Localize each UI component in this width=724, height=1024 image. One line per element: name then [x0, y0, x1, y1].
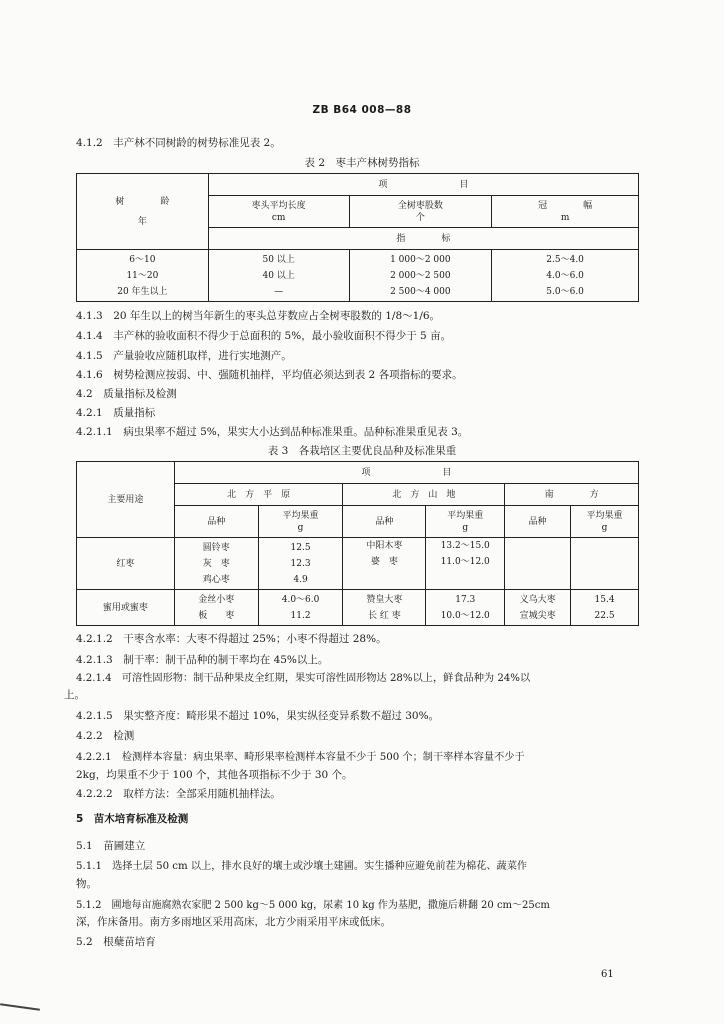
t2-len-cell: 50 以上 40 以上 — — [208, 250, 349, 302]
t3-cell: 13.2～15.0 11.0～12.0 — [426, 538, 505, 590]
t3-variety-header: 品种 — [174, 506, 258, 538]
table-3 — [76, 461, 639, 626]
t2-index-header: 指 标 — [208, 228, 638, 250]
t3-cell: 赞皇大枣 长 红 枣 — [343, 590, 426, 626]
t3-cell — [571, 538, 639, 590]
t3-use-red: 红枣 — [77, 538, 175, 590]
t3-avg-header: 平均果重 g — [258, 506, 343, 538]
para-5-1-1-cont: 物。 — [76, 878, 97, 890]
t3-variety-header: 品种 — [343, 506, 426, 538]
para-4-2-2-1: 4.2.2.1 检测样本容量：病虫果率、畸形果率检测样本容量不少于 500 个；制干率样本容量不少于 — [76, 752, 525, 763]
para-5-1-2-cont: 深，作床备用。南方多雨地区采用高床，北方少雨采用平床或低床。 — [76, 916, 391, 928]
scan-mark — [0, 1003, 40, 1011]
para-4-2-1-4: 4.2.1.4 可溶性固形物：制干品种果皮全红期，果实可溶性固形物达 28%以上，鲜食品种为 24%以 — [76, 673, 531, 684]
para-4-2-1-1: 4.2.1.1 病虫果率不超过 5%，果实大小达到品种标准果重。品种标准果重见表 3。 — [76, 426, 469, 438]
section-4-2-2: 4.2.2 检测 — [76, 730, 135, 742]
para-4-2-1-3: 4.2.1.3 制干率：制干品种的制干率均在 45%以上。 — [76, 654, 329, 666]
para-4-1-4: 4.1.4 丰产林的验收面积不得少于总面积的 5%，最小验收面积不得少于 5 亩。 — [76, 330, 452, 342]
t2-age-header: 树 龄 年 — [77, 174, 209, 250]
t2-item-header: 项 目 — [208, 174, 638, 196]
t3-variety-header: 品种 — [505, 506, 571, 538]
t3-avg-header: 平均果重 g — [426, 506, 505, 538]
t2-crown-cell: 2.5～4.0 4.0～6.0 5.0～6.0 — [492, 250, 639, 302]
para-4-2-1-5: 4.2.1.5 果实整齐度：畸形果不超过 10%，果实纵径变异系数不超过 30%。 — [76, 710, 440, 722]
t2-crown-header: 冠 幅 m — [492, 196, 639, 228]
t3-cell: 15.4 22.5 — [571, 590, 639, 626]
t3-avg-header: 平均果重 g — [571, 506, 639, 538]
t3-item-header: 项 目 — [174, 462, 638, 484]
t3-cell — [505, 538, 571, 590]
table2-caption: 表 2 枣丰产林树势指标 — [304, 157, 420, 169]
para-4-1-6: 4.1.6 树势检测应按弱、中、强随机抽样，平均值必须达到表 2 各项指标的要求。 — [76, 369, 463, 381]
t2-cnt-cell: 1 000～2 000 2 000～2 500 2 500～4 000 — [349, 250, 492, 302]
para-4-2-1-2: 4.2.1.2 干枣含水率：大枣不得超过 25%；小枣不得超过 28%。 — [76, 633, 387, 645]
section-5-1: 5.1 苗圃建立 — [76, 840, 146, 852]
section-4-2: 4.2 质量指标及检测 — [76, 388, 177, 400]
para-4-1-5: 4.1.5 产量验收应随机取样，进行实地测产。 — [76, 350, 292, 362]
t3-region-mountain: 北 方 山 地 — [343, 484, 505, 506]
t3-cell: 4.0～6.0 11.2 — [258, 590, 343, 626]
section-4-2-1: 4.2.1 质量指标 — [76, 407, 156, 419]
page-number: 61 — [601, 969, 614, 980]
t3-cell: 中阳木枣 婆 枣 — [343, 538, 426, 590]
para-4-1-2: 4.1.2 丰产林不同树龄的树势标准见表 2。 — [76, 137, 281, 149]
para-4-2-2-2: 4.2.2.2 取样方法：全部采用随机抽样法。 — [76, 788, 281, 800]
para-4-2-2-1-cont: 2kg，均果重不少于 100 个，其他各项指标不少于 30 个。 — [76, 769, 353, 781]
para-5-1-2: 5.1.2 圃地每亩施腐熟农家肥 2 500 kg～5 000 kg，尿素 10 kg 作为基肥，撒施后耕翻 20 cm～25cm — [76, 900, 550, 911]
t2-age-cell: 6～10 11～20 20 年生以上 — [77, 250, 209, 302]
t3-use-candied: 蜜用或蜜枣 — [77, 590, 175, 626]
table-2 — [76, 173, 639, 302]
t3-use-header: 主要用途 — [77, 462, 175, 538]
para-5-1-1: 5.1.1 选择土层 50 cm 以上，排水良好的壤土或沙壤土建圃。实生播种应避免前茬为棉花、蔬菜作 — [76, 861, 528, 872]
table3-caption: 表 3 各栽培区主要优良品种及标准果重 — [267, 445, 457, 457]
t3-cell: 12.5 12.3 4.9 — [258, 538, 343, 590]
section-5: 5 苗木培育标准及检测 — [76, 813, 189, 825]
t2-len-header: 枣头平均长度 cm — [208, 196, 349, 228]
para-4-2-1-4-cont: 上。 — [64, 689, 85, 701]
para-4-1-3: 4.1.3 20 年生以上的树当年新生的枣头总芽数应占全树枣股数的 1/8～1/6。 — [76, 310, 441, 322]
t2-cnt-header: 全树枣股数 个 — [349, 196, 492, 228]
t3-cell: 金丝小枣 板 枣 — [174, 590, 258, 626]
t3-cell: 圆铃枣 灰 枣 鸡心枣 — [174, 538, 258, 590]
t3-cell: 17.3 10.0～12.0 — [426, 590, 505, 626]
section-5-2: 5.2 根蘖苗培育 — [76, 936, 156, 948]
t3-cell: 义乌大枣 宣城尖枣 — [505, 590, 571, 626]
t3-region-plain: 北 方 平 原 — [174, 484, 343, 506]
t3-region-south: 南 方 — [505, 484, 639, 506]
document-header: ZB B64 008—88 — [312, 104, 412, 116]
